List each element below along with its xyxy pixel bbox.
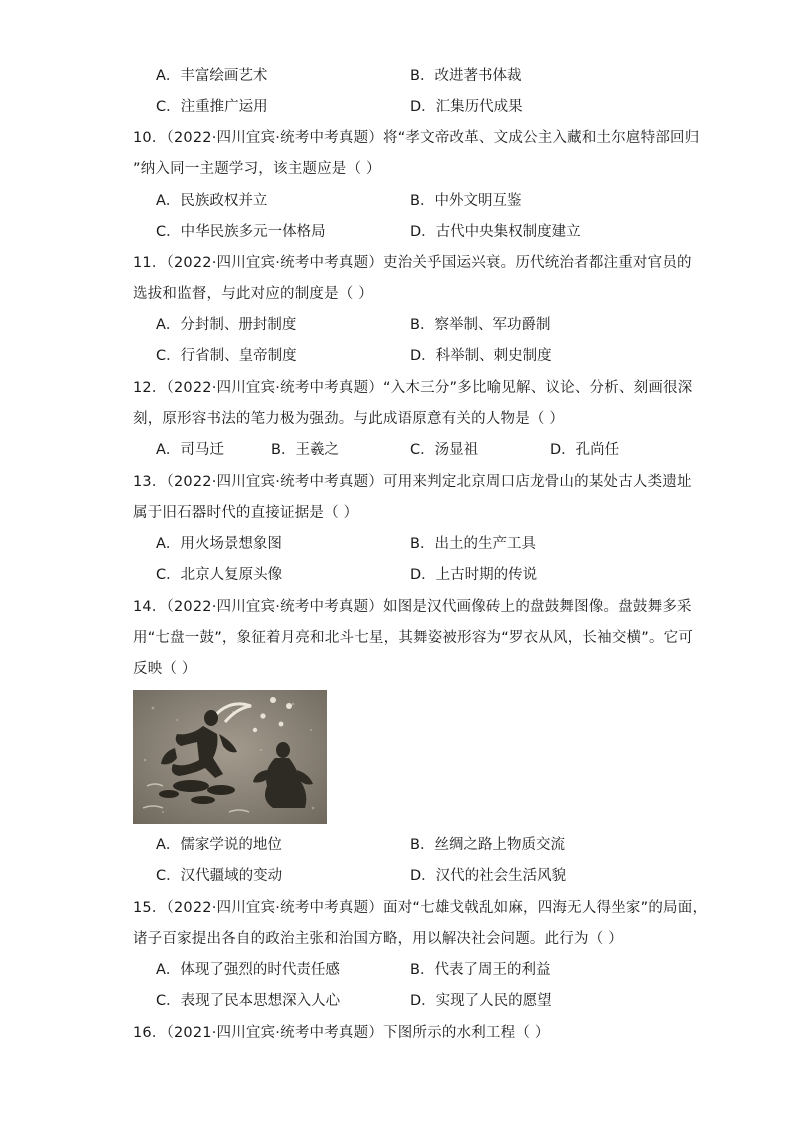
q12-option-b: B．王羲之	[271, 442, 339, 458]
q15-option-d: D．实现了人民的愿望	[410, 993, 552, 1009]
q11-option-a: A．分封制、册封制度	[156, 317, 297, 333]
q14-stem-line-3: 反映（ ）	[133, 661, 197, 677]
q11-option-d: D．科举制、刺史制度	[410, 348, 552, 364]
q14-option-d: D．汉代的社会生活风貌	[410, 868, 567, 884]
q14-stem-line-1: 14．（2022·四川宜宾·统考中考真题）如图是汉代画像砖上的盘鼓舞图像。盘鼓舞多采	[133, 599, 692, 615]
q9-option-d: D．汇集历代成果	[410, 99, 523, 115]
q15-option-c: C．表现了民本思想深入人心	[156, 993, 341, 1009]
q10-stem-line-2: ”纳入同一主题学习，该主题应是（ ）	[133, 161, 381, 177]
q12-stem-line-2: 刻，原形容书法的笔力极为强劲。与此成语原意有关的人物是（ ）	[133, 411, 565, 427]
q9-option-c: C．注重推广运用	[156, 99, 268, 115]
q13-option-a: A．用火场景想象图	[156, 536, 282, 552]
q11-stem-line-1: 11．（2022·四川宜宾·统考中考真题）吏治关乎国运兴衰。历代统治者都注重对官员的	[133, 255, 692, 271]
q10-stem-line-1: 10．（2022·四川宜宾·统考中考真题）将“孝文帝改革、文成公主入藏和土尔扈特部回归	[133, 130, 700, 146]
q13-stem-line-1: 13．（2022·四川宜宾·统考中考真题）可用来判定北京周口店龙骨山的某处古人类遗址	[133, 474, 692, 490]
q16-stem-line-1: 16．（2021·四川宜宾·统考中考真题）下图所示的水利工程（ ）	[133, 1025, 550, 1041]
q9-option-a: A．丰富绘画艺术	[156, 68, 268, 84]
q13-option-b: B．出土的生产工具	[410, 536, 536, 552]
q14-option-c: C．汉代疆域的变动	[156, 868, 283, 884]
q15-option-b: B．代表了周王的利益	[410, 962, 551, 978]
q14-stem-line-2: 用“七盘一鼓”，象征着月亮和北斗七星，其舞姿被形容为“罗衣从风，长袖交横”。它可	[133, 630, 694, 646]
q15-option-a: A．体现了强烈的时代责任感	[156, 962, 340, 978]
q13-option-d: D．上古时期的传说	[410, 567, 538, 583]
q10-option-c: C．中华民族多元一体格局	[156, 224, 326, 240]
q15-stem-line-1: 15．（2022·四川宜宾·统考中考真题）面对“七雄戈戟乱如麻，四海无人得坐家”的局面，	[133, 900, 708, 916]
brick-relief-illustration	[133, 690, 327, 824]
q11-stem-line-2: 选拔和监督，与此对应的制度是（ ）	[133, 286, 374, 302]
q9-option-b: B．改进著书体裁	[410, 68, 522, 84]
q11-option-b: B．察举制、军功爵制	[410, 317, 551, 333]
han-brick-panpan-dance-image	[133, 690, 327, 824]
q13-stem-line-2: 属于旧石器时代的直接证据是（ ）	[133, 505, 359, 521]
q15-stem-line-2: 诸子百家提出各自的政治主张和治国方略，用以解决社会问题。此行为（ ）	[133, 931, 623, 947]
q12-option-d: D．孔尚任	[550, 442, 620, 458]
q13-option-c: C．北京人复原头像	[156, 567, 283, 583]
q12-stem-line-1: 12．（2022·四川宜宾·统考中考真题）“入木三分”多比喻见解、议论、分析、刻画很深	[133, 380, 693, 396]
q12-option-c: C．汤显祖	[410, 442, 479, 458]
q10-option-a: A．民族政权并立	[156, 193, 268, 209]
q10-option-b: B．中外文明互鉴	[410, 193, 522, 209]
q11-option-c: C．行省制、皇帝制度	[156, 348, 297, 364]
q12-option-a: A．司马迁	[156, 442, 224, 458]
q14-option-b: B．丝绸之路上物质交流	[410, 837, 565, 853]
q14-option-a: A．儒家学说的地位	[156, 837, 282, 853]
q10-option-d: D．古代中央集权制度建立	[410, 224, 581, 240]
